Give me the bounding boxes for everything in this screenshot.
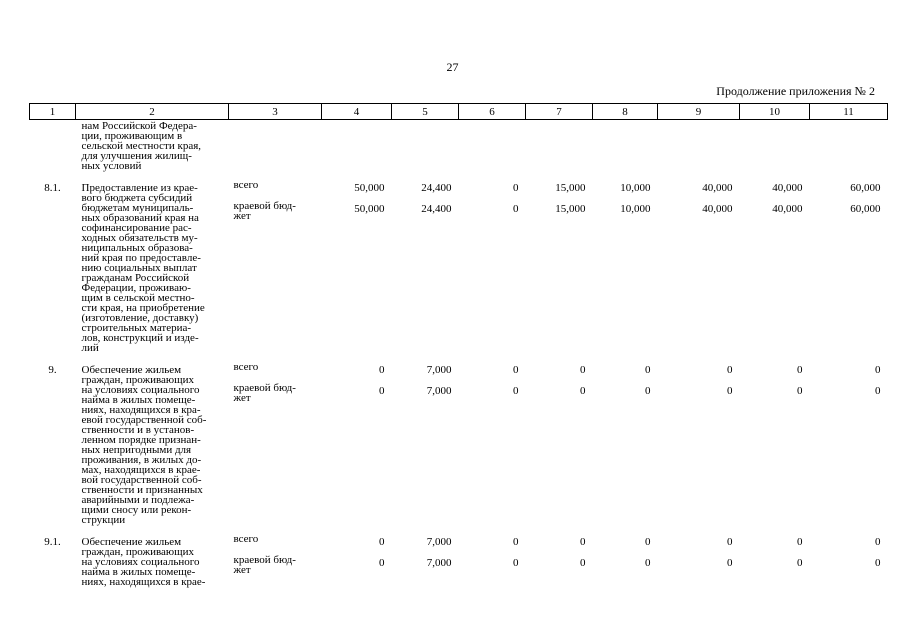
source-regional-budget: краевой бюд- жет — [233, 554, 296, 576]
value-regional: 7,000 — [426, 557, 452, 569]
value-regional: 40,000 — [702, 203, 733, 215]
value-cell — [810, 177, 888, 359]
item-number: 9. — [48, 364, 57, 376]
value-total: 10,000 — [620, 182, 651, 194]
value-regional: 0 — [379, 557, 385, 569]
appendix-continuation-label: Продолжение приложения № 2 — [716, 84, 875, 98]
value-cell — [459, 531, 526, 593]
value-total: 7,000 — [426, 536, 452, 548]
value-total: 0 — [379, 536, 385, 548]
value-total: 0 — [727, 536, 733, 548]
value-cell — [322, 177, 392, 359]
column-header: 7 — [526, 104, 593, 120]
value-cell — [740, 531, 810, 593]
item-number: 8.1. — [44, 182, 61, 194]
item-number: 9.1. — [44, 536, 61, 548]
source-total: всего — [233, 179, 259, 191]
column-header: 9 — [658, 104, 740, 120]
column-header: 3 — [229, 104, 322, 120]
column-header: 4 — [322, 104, 392, 120]
column-header: 6 — [459, 104, 526, 120]
value-total: 0 — [875, 536, 881, 548]
item-description — [76, 531, 229, 593]
column-header: 11 — [810, 104, 888, 120]
value-regional: 0 — [513, 385, 519, 397]
source-total: всего — [233, 361, 259, 373]
value-regional: 0 — [875, 557, 881, 569]
value-regional: 0 — [645, 385, 651, 397]
value-regional: 60,000 — [850, 203, 881, 215]
value-regional: 0 — [797, 557, 803, 569]
value-regional: 0 — [797, 385, 803, 397]
value-regional: 0 — [580, 385, 586, 397]
item-description-text: Обеспечение жильем граждан, проживающих на условиях социального найма в жилых помеще- ниях, находящихся в кра- евой государственной соб- ственности и в установ- ленном порядке признан- ных непригодными для проживания, в жилых до- мах, находящихся в крае- вой государственной соб- ственности и признанных аварийными и подлежа- щими сносу или рекон- струкции — [81, 364, 207, 526]
table-row — [30, 531, 888, 593]
item-description — [76, 177, 229, 359]
table-row — [30, 359, 888, 531]
column-header: 1 — [30, 104, 76, 120]
source-regional-budget: краевой бюд- жет — [233, 382, 296, 404]
value-total: 0 — [513, 182, 519, 194]
value-total: 40,000 — [702, 182, 733, 194]
value-cell — [526, 359, 593, 531]
item-description — [76, 120, 229, 178]
source-total: всего — [233, 533, 259, 545]
value-cell — [392, 531, 459, 593]
item-description-text: Предоставление из крае- вого бюджета субсидий бюджетам муниципаль- ных образований края на софинансирование рас- ходных обязательств му- ниципальных образова- ний края по предоставле- нию социальных выплат гражданам Российской Федерации, проживаю- щим в сельской местно- сти края, на приобретение (изготовление, доставку) строительных материа- лов, конструкций и изде- лий — [81, 182, 205, 354]
value-regional: 0 — [727, 385, 733, 397]
value-cell — [658, 359, 740, 531]
value-cell — [392, 359, 459, 531]
value-total: 15,000 — [555, 182, 586, 194]
page-number: 27 — [446, 60, 459, 74]
value-total: 0 — [580, 364, 586, 376]
value-cell — [322, 531, 392, 593]
value-total: 7,000 — [426, 364, 452, 376]
value-cell — [740, 177, 810, 359]
value-total: 0 — [797, 364, 803, 376]
value-total: 40,000 — [772, 182, 803, 194]
value-regional: 10,000 — [620, 203, 651, 215]
table-row — [30, 120, 888, 178]
column-header: 10 — [740, 104, 810, 120]
value-cell — [593, 177, 658, 359]
funding-source — [229, 359, 322, 531]
value-total: 0 — [379, 364, 385, 376]
item-number — [30, 120, 76, 178]
value-cell — [593, 359, 658, 531]
value-cell — [392, 177, 459, 359]
value-regional: 24,400 — [421, 203, 452, 215]
value-cell — [459, 177, 526, 359]
value-total: 0 — [727, 364, 733, 376]
value-regional: 7,000 — [426, 385, 452, 397]
value-cell — [459, 359, 526, 531]
value-total: 24,400 — [421, 182, 452, 194]
value-regional: 0 — [727, 557, 733, 569]
value-total: 0 — [645, 364, 651, 376]
value-cell — [810, 531, 888, 593]
value-cell — [810, 359, 888, 531]
column-header: 2 — [76, 104, 229, 120]
value-cell — [658, 177, 740, 359]
value-total: 0 — [580, 536, 586, 548]
item-description-text: нам Российской Федера- ции, проживающим в сельской местности края, для улучшения жилищ- ных условий — [81, 120, 202, 172]
value-cell — [593, 531, 658, 593]
column-header: 8 — [593, 104, 658, 120]
value-total: 0 — [513, 536, 519, 548]
column-header: 5 — [392, 104, 459, 120]
table-row — [30, 177, 888, 359]
table-header-row — [30, 104, 888, 120]
value-regional: 0 — [645, 557, 651, 569]
value-regional: 15,000 — [555, 203, 586, 215]
funding-source — [229, 177, 322, 359]
value-total: 60,000 — [850, 182, 881, 194]
item-description-text: Обеспечение жильем граждан, проживающих на условиях социального найма в жилых помеще- ниях, находящихся в крае- — [81, 536, 206, 588]
item-description — [76, 359, 229, 531]
value-total: 0 — [513, 364, 519, 376]
value-regional: 0 — [875, 385, 881, 397]
value-total: 0 — [875, 364, 881, 376]
value-cell — [740, 359, 810, 531]
value-regional: 0 — [513, 557, 519, 569]
value-total: 0 — [797, 536, 803, 548]
budget-table — [29, 103, 888, 593]
value-cell — [658, 531, 740, 593]
value-regional: 0 — [513, 203, 519, 215]
value-regional: 50,000 — [354, 203, 385, 215]
funding-source — [229, 531, 322, 593]
source-regional-budget: краевой бюд- жет — [233, 200, 296, 222]
value-cell — [322, 359, 392, 531]
value-total: 50,000 — [354, 182, 385, 194]
value-cell — [526, 531, 593, 593]
value-regional: 40,000 — [772, 203, 803, 215]
value-regional: 0 — [580, 557, 586, 569]
value-total: 0 — [645, 536, 651, 548]
value-regional: 0 — [379, 385, 385, 397]
value-cell — [526, 177, 593, 359]
